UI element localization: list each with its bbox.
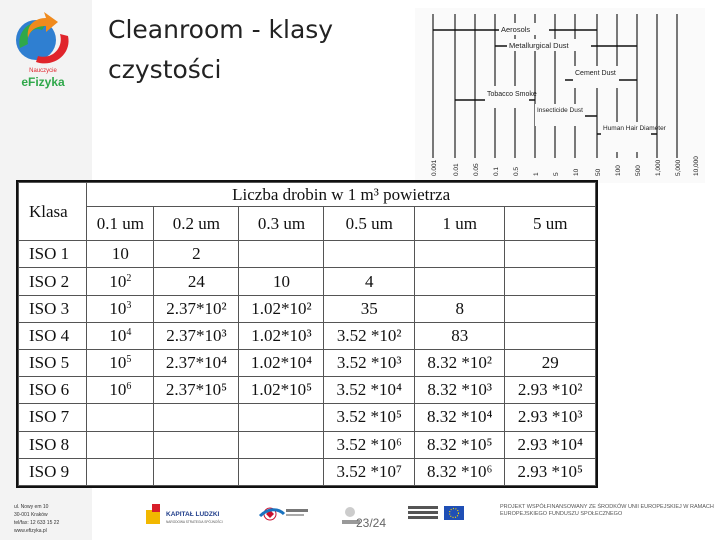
logo-text-top: Nauczycie [29,68,57,74]
table-cell: 3.52 *10⁵ [324,404,415,431]
table-row [19,404,596,431]
table-cell [505,268,596,295]
cell-base: 10 [109,325,127,345]
axis-tick-label: 0.001 [431,159,438,176]
cell-exponent: 5 [126,354,132,366]
table-cell: 2.93 *10⁵ [505,458,596,485]
table-body [19,241,596,486]
kapital-ludzki-logo [146,504,223,524]
table-cell: 8.32 *10³ [414,377,505,404]
table-cell [505,322,596,349]
table-cell: 3.52 *10⁷ [324,458,415,485]
table-cell: 2.37*10⁵ [154,377,239,404]
cell-base: 10 [111,244,129,264]
cell-0-1um [87,322,154,349]
table-cell: 1.02*10⁵ [239,377,324,404]
cell-base: 10 [109,298,127,318]
kapital-text: KAPITAŁ LUDZKI [166,511,220,518]
logo-text-brand: eFizyka [21,75,65,89]
table-cell: 2.93 *10² [505,377,596,404]
col-header: 1 um [414,207,505,241]
table-cell: 83 [414,322,505,349]
header-group: Liczba drobin w 1 m³ powietrza [87,183,596,207]
cell-exponent: 6 [126,381,132,393]
table-cell [154,404,239,431]
sidebar-address-1: ul. Nowy em 10 [14,504,49,510]
table-cell: 8.32 *10⁵ [414,431,505,458]
class-cell: ISO 8 [19,431,87,458]
class-cell: ISO 1 [19,241,87,268]
table-cell [239,431,324,458]
table-cell: 2.37*10⁴ [154,350,239,377]
table-cell: 3.52 *10⁴ [324,377,415,404]
table-cell [239,241,324,268]
axis-tick-label: 100 [615,165,622,176]
cell-0-1um [87,458,154,485]
page-number: 23/24 [356,516,387,530]
table-row [19,431,596,458]
class-cell: ISO 5 [19,350,87,377]
table-cell [414,268,505,295]
axis-tick-label: 1 [533,172,540,176]
table-cell: 2.37*10² [154,295,239,322]
table-cell: 8 [414,295,505,322]
table-row [19,268,596,295]
cell-base: 10 [109,271,127,291]
label-metallurgical-dust: Metallurgical Dust [509,41,569,50]
table-cell [154,431,239,458]
class-cell: ISO 6 [19,377,87,404]
cell-0-1um [87,268,154,295]
col-header: 0.5 um [324,207,415,241]
table-cell: 1.02*10² [239,295,324,322]
label-tobacco-smoke: Tobacco Smoke [487,91,537,98]
axis-tick-label: 0.01 [453,163,460,176]
table-row [19,295,596,322]
table-cell: 1.02*10³ [239,322,324,349]
class-cell: ISO 4 [19,322,87,349]
axis-tick-label: 5,000 [675,159,682,176]
table-cell [324,241,415,268]
slide-title: Cleanroom - klasy czystości [108,15,334,84]
col-header: 0.2 um [154,207,239,241]
sidebar-phone: tel/fax: 12 633 15 22 [14,520,60,526]
table-cell: 8.32 *10⁴ [414,404,505,431]
table-cell [505,241,596,268]
axis-tick-label: 10 [573,168,580,176]
table-cell: 2 [154,241,239,268]
class-cell: ISO 9 [19,458,87,485]
sidebar-address-2: 30-001 Kraków [14,512,48,518]
cell-base: 10 [109,353,127,373]
axis-tick-label: 500 [635,165,642,176]
cell-exponent: 2 [126,272,132,284]
table-cell: 1.02*10⁴ [239,350,324,377]
table-cell [505,295,596,322]
cell-exponent: 3 [126,299,132,311]
table-cell: 35 [324,295,415,322]
cell-0-1um [87,431,154,458]
eu-funding-text: PROJEKT WSPÓŁFINANSOWANY ZE ŚRODKÓW UNII EUROPEJSKIEJ W RAMACH EUROPEJSKIEGO FUNDUSZU SPOŁECZNEGO [500,504,714,517]
table-cell [154,458,239,485]
table-cell: 8.32 *10⁶ [414,458,505,485]
table-cell [239,404,324,431]
col-header: 0.1 um [87,207,154,241]
table-row [19,377,596,404]
table-cell: 2.37*10³ [154,322,239,349]
table-cell: 3.52 *10⁶ [324,431,415,458]
kapital-sub: NARODOWA STRATEGIA SPÓJNOŚCI [166,520,223,524]
axis-tick-label: 5 [553,172,560,176]
axis-tick-label: 1,000 [655,159,662,176]
efizyka-logo [6,8,80,102]
regional-logo [408,506,438,519]
table-cell: 8.32 *10² [414,350,505,377]
table-cell: 24 [154,268,239,295]
cell-0-1um [87,404,154,431]
class-cell: ISO 7 [19,404,87,431]
table-cell: 2.93 *10⁴ [505,431,596,458]
label-human-hair: Human Hair Diameter [603,125,666,132]
class-cell: ISO 3 [19,295,87,322]
table-cell [414,241,505,268]
axis-tick-label: 50 [595,168,602,176]
label-aerosols: Aerosols [501,25,531,34]
cell-exponent: 4 [126,326,132,338]
table-row [19,350,596,377]
particle-size-figure [415,8,705,183]
axis-tick-label: 10,000 [693,156,700,176]
table-cell: 2.93 *10³ [505,404,596,431]
table-cell [239,458,324,485]
axis-tick-label: 0.5 [513,166,520,176]
label-insecticide-dust: Insecticide Dust [537,107,583,114]
axis-tick-label: 0.05 [473,163,480,176]
class-cell: ISO 2 [19,268,87,295]
table-row [19,241,596,268]
axis-tick-label: 0.1 [493,166,500,176]
cell-0-1um [87,241,154,268]
sidebar-web: www.efizyka.pl [14,528,47,534]
table-cell: 29 [505,350,596,377]
cell-base: 10 [109,380,127,400]
cell-0-1um [87,377,154,404]
table-row [19,458,596,485]
cell-0-1um [87,295,154,322]
table-row [19,322,596,349]
eu-flag-icon [444,506,464,520]
col-header: 0.3 um [239,207,324,241]
table-cell: 3.52 *10² [324,322,415,349]
table-cell: 10 [239,268,324,295]
header-klasa: Klasa [19,183,87,241]
label-cement-dust: Cement Dust [575,70,616,77]
table-cell: 4 [324,268,415,295]
iso-class-table [16,180,598,488]
col-header: 5 um [505,207,596,241]
cell-0-1um [87,350,154,377]
table-cell: 3.52 *10³ [324,350,415,377]
